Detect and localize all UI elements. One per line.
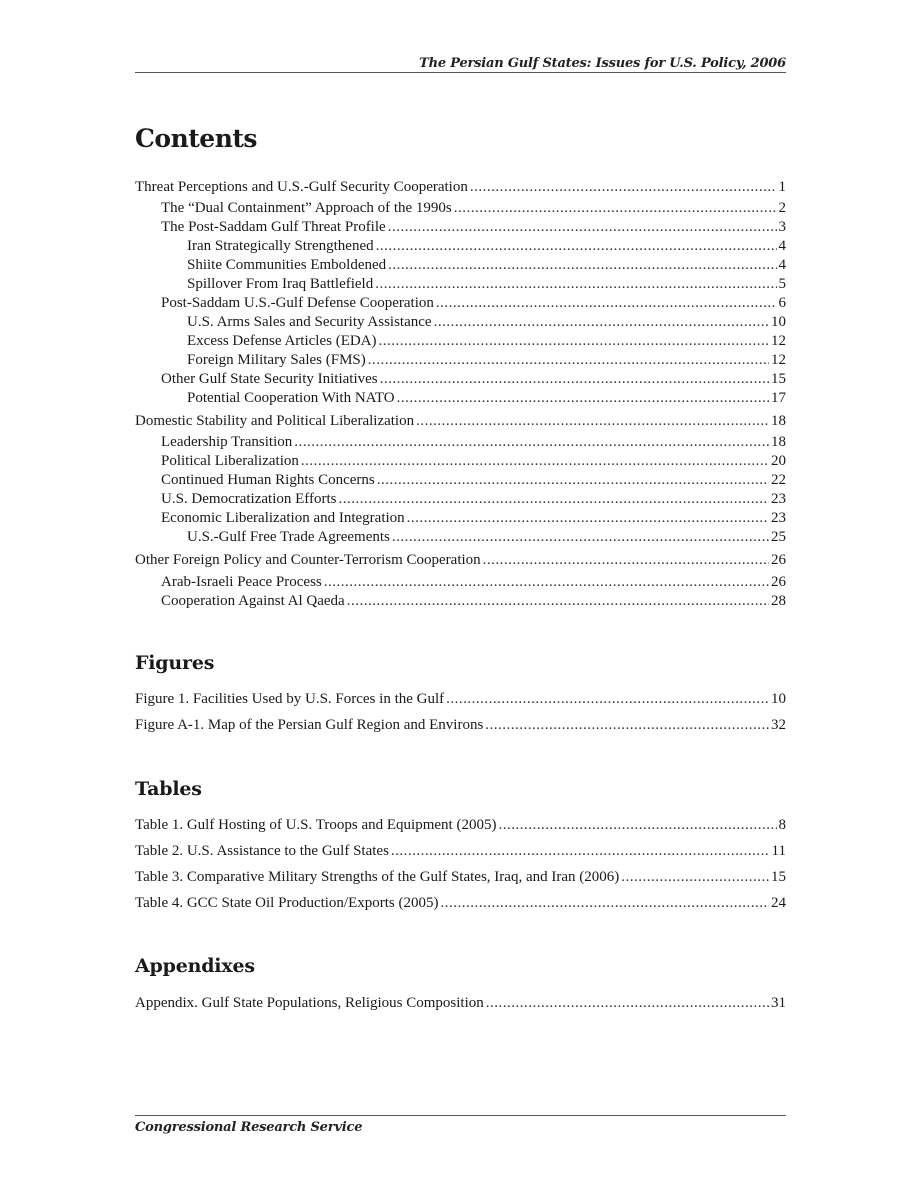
toc-entry[interactable] — [135, 351, 786, 369]
dot-leader — [483, 551, 769, 569]
toc-entry-title: Other Foreign Policy and Counter-Terrorism Cooperation — [135, 552, 481, 568]
toc-entry-page: 26 — [771, 552, 786, 568]
dot-leader — [376, 237, 777, 255]
dot-leader — [454, 199, 777, 217]
table-entry-title: Table 2. U.S. Assistance to the Gulf States — [135, 843, 389, 859]
appendixes-heading: Appendixes — [135, 955, 255, 977]
toc-entry-title: U.S.-Gulf Free Trade Agreements — [187, 529, 390, 545]
dot-leader — [446, 690, 769, 708]
appendix-entry-page: 31 — [771, 995, 786, 1011]
table-entry-title: Table 3. Comparative Military Strengths of the Gulf States, Iraq, and Iran (2006) — [135, 869, 620, 885]
dot-leader — [339, 490, 769, 508]
toc-entry-page: 25 — [771, 529, 786, 545]
running-header: The Persian Gulf States: Issues for U.S. Policy, 2006 — [419, 56, 786, 71]
toc-entry[interactable] — [135, 294, 786, 312]
dot-leader — [301, 452, 769, 470]
table-entry-title: Table 4. GCC State Oil Production/Exports (2005) — [135, 895, 439, 911]
dot-leader — [377, 471, 769, 489]
table-entry-page: 11 — [771, 843, 786, 859]
table-entry-page: 15 — [771, 869, 786, 885]
dot-leader — [324, 573, 769, 591]
dot-leader — [434, 313, 769, 331]
toc-entry-title: Leadership Transition — [161, 434, 293, 450]
toc-entry-title: Excess Defense Articles (EDA) — [187, 333, 377, 349]
dot-leader — [470, 178, 777, 196]
dot-leader — [347, 592, 769, 610]
toc-entry-page: 23 — [771, 510, 786, 526]
dot-leader — [375, 275, 776, 293]
toc-entry-page: 20 — [771, 453, 786, 469]
toc-entry[interactable] — [135, 275, 786, 293]
toc-entry[interactable] — [135, 471, 786, 489]
toc-entry[interactable] — [135, 528, 786, 546]
toc-entry[interactable] — [135, 313, 786, 331]
toc-entry[interactable] — [135, 412, 786, 430]
toc-entry-title: Foreign Military Sales (FMS) — [187, 352, 366, 368]
toc-entry-page: 26 — [771, 574, 786, 590]
toc-entry-page: 12 — [771, 352, 786, 368]
dot-leader — [485, 716, 769, 734]
toc-entry-title: Iran Strategically Strengthened — [187, 238, 374, 254]
toc-entry-title: U.S. Democratization Efforts — [161, 491, 337, 507]
toc-entry[interactable] — [135, 452, 786, 470]
table-entry-title: Table 1. Gulf Hosting of U.S. Troops and Equipment (2005) — [135, 817, 497, 833]
dot-leader — [391, 842, 770, 860]
figure-entry-page: 32 — [771, 717, 786, 733]
toc-entry[interactable] — [135, 178, 786, 196]
footer-rule — [135, 1115, 786, 1116]
toc-entry-page: 2 — [778, 200, 786, 216]
toc-entry[interactable] — [135, 573, 786, 591]
dot-leader — [397, 389, 769, 407]
table-entry-page: 8 — [778, 817, 786, 833]
figure-entry[interactable] — [135, 716, 786, 734]
dot-leader — [388, 256, 776, 274]
toc-entry-page: 28 — [771, 593, 786, 609]
dot-leader — [441, 894, 769, 912]
toc-entry-page: 15 — [771, 371, 786, 387]
toc-entry-title: Domestic Stability and Political Liberalization — [135, 413, 415, 429]
toc-entry-page: 23 — [771, 491, 786, 507]
toc-entry-title: Other Gulf State Security Initiatives — [161, 371, 378, 387]
toc-entry-page: 5 — [778, 276, 786, 292]
toc-entry-title: Continued Human Rights Concerns — [161, 472, 375, 488]
dot-leader — [621, 868, 769, 886]
toc-entry[interactable] — [135, 237, 786, 255]
toc-entry-title: Post-Saddam U.S.-Gulf Defense Cooperation — [161, 295, 434, 311]
figure-entry-title: Figure A-1. Map of the Persian Gulf Region and Environs — [135, 717, 484, 733]
appendix-entry-title: Appendix. Gulf State Populations, Religious Composition — [135, 995, 484, 1011]
toc-entry-title: U.S. Arms Sales and Security Assistance — [187, 314, 432, 330]
table-entry[interactable] — [135, 842, 786, 860]
toc-entry-page: 4 — [778, 257, 786, 273]
toc-entry-title: Spillover From Iraq Battlefield — [187, 276, 374, 292]
toc-entry-page: 10 — [771, 314, 786, 330]
dot-leader — [436, 294, 777, 312]
table-entry-page: 24 — [771, 895, 786, 911]
toc-entry-page: 12 — [771, 333, 786, 349]
header-rule — [135, 72, 786, 73]
toc-entry[interactable] — [135, 509, 786, 527]
toc-entry[interactable] — [135, 199, 786, 217]
toc-entry[interactable] — [135, 389, 786, 407]
toc-entry-title: Threat Perceptions and U.S.-Gulf Security Cooperation — [135, 179, 468, 195]
figures-heading: Figures — [135, 652, 215, 674]
toc-entry-title: The Post-Saddam Gulf Threat Profile — [161, 219, 386, 235]
toc-entry[interactable] — [135, 490, 786, 508]
toc-entry-page: 3 — [778, 219, 786, 235]
toc-entry-title: Shiite Communities Emboldened — [187, 257, 387, 273]
dot-leader — [380, 370, 769, 388]
dot-leader — [498, 816, 776, 834]
running-footer: Congressional Research Service — [135, 1120, 363, 1135]
toc-entry-page: 4 — [778, 238, 786, 254]
dot-leader — [392, 528, 769, 546]
toc-entry-title: Arab-Israeli Peace Process — [161, 574, 322, 590]
figure-entry-title: Figure 1. Facilities Used by U.S. Forces in the Gulf — [135, 691, 445, 707]
toc-entry-page: 17 — [771, 390, 786, 406]
tables-heading: Tables — [135, 778, 202, 800]
toc-entry-page: 18 — [771, 434, 786, 450]
toc-entry[interactable] — [135, 592, 786, 610]
toc-entry[interactable] — [135, 332, 786, 350]
toc-entry[interactable] — [135, 256, 786, 274]
table-entry[interactable] — [135, 868, 786, 886]
toc-entry-title: Potential Cooperation With NATO — [187, 390, 395, 406]
figure-entry-page: 10 — [771, 691, 786, 707]
figure-entry[interactable] — [135, 690, 786, 708]
toc-entry-title: Economic Liberalization and Integration — [161, 510, 405, 526]
toc-entry-page: 18 — [771, 413, 786, 429]
table-entry[interactable] — [135, 894, 786, 912]
toc-entry-title: The “Dual Containment” Approach of the 1990s — [161, 200, 452, 216]
toc-entry-page: 22 — [771, 472, 786, 488]
dot-leader — [368, 351, 769, 369]
toc-entry[interactable] — [135, 370, 786, 388]
toc-entry-title: Political Liberalization — [161, 453, 299, 469]
table-entry[interactable] — [135, 816, 786, 834]
dot-leader — [407, 509, 769, 527]
dot-leader — [388, 218, 777, 236]
toc-entry[interactable] — [135, 218, 786, 236]
contents-heading: Contents — [135, 124, 258, 153]
appendix-entry[interactable] — [135, 994, 786, 1012]
dot-leader — [486, 994, 769, 1012]
dot-leader — [379, 332, 769, 350]
dot-leader — [294, 433, 769, 451]
dot-leader — [416, 412, 769, 430]
toc-entry-title: Cooperation Against Al Qaeda — [161, 593, 345, 609]
toc-entry-page: 1 — [778, 179, 786, 195]
toc-entry[interactable] — [135, 433, 786, 451]
toc-entry-page: 6 — [778, 295, 786, 311]
toc-entry[interactable] — [135, 551, 786, 569]
